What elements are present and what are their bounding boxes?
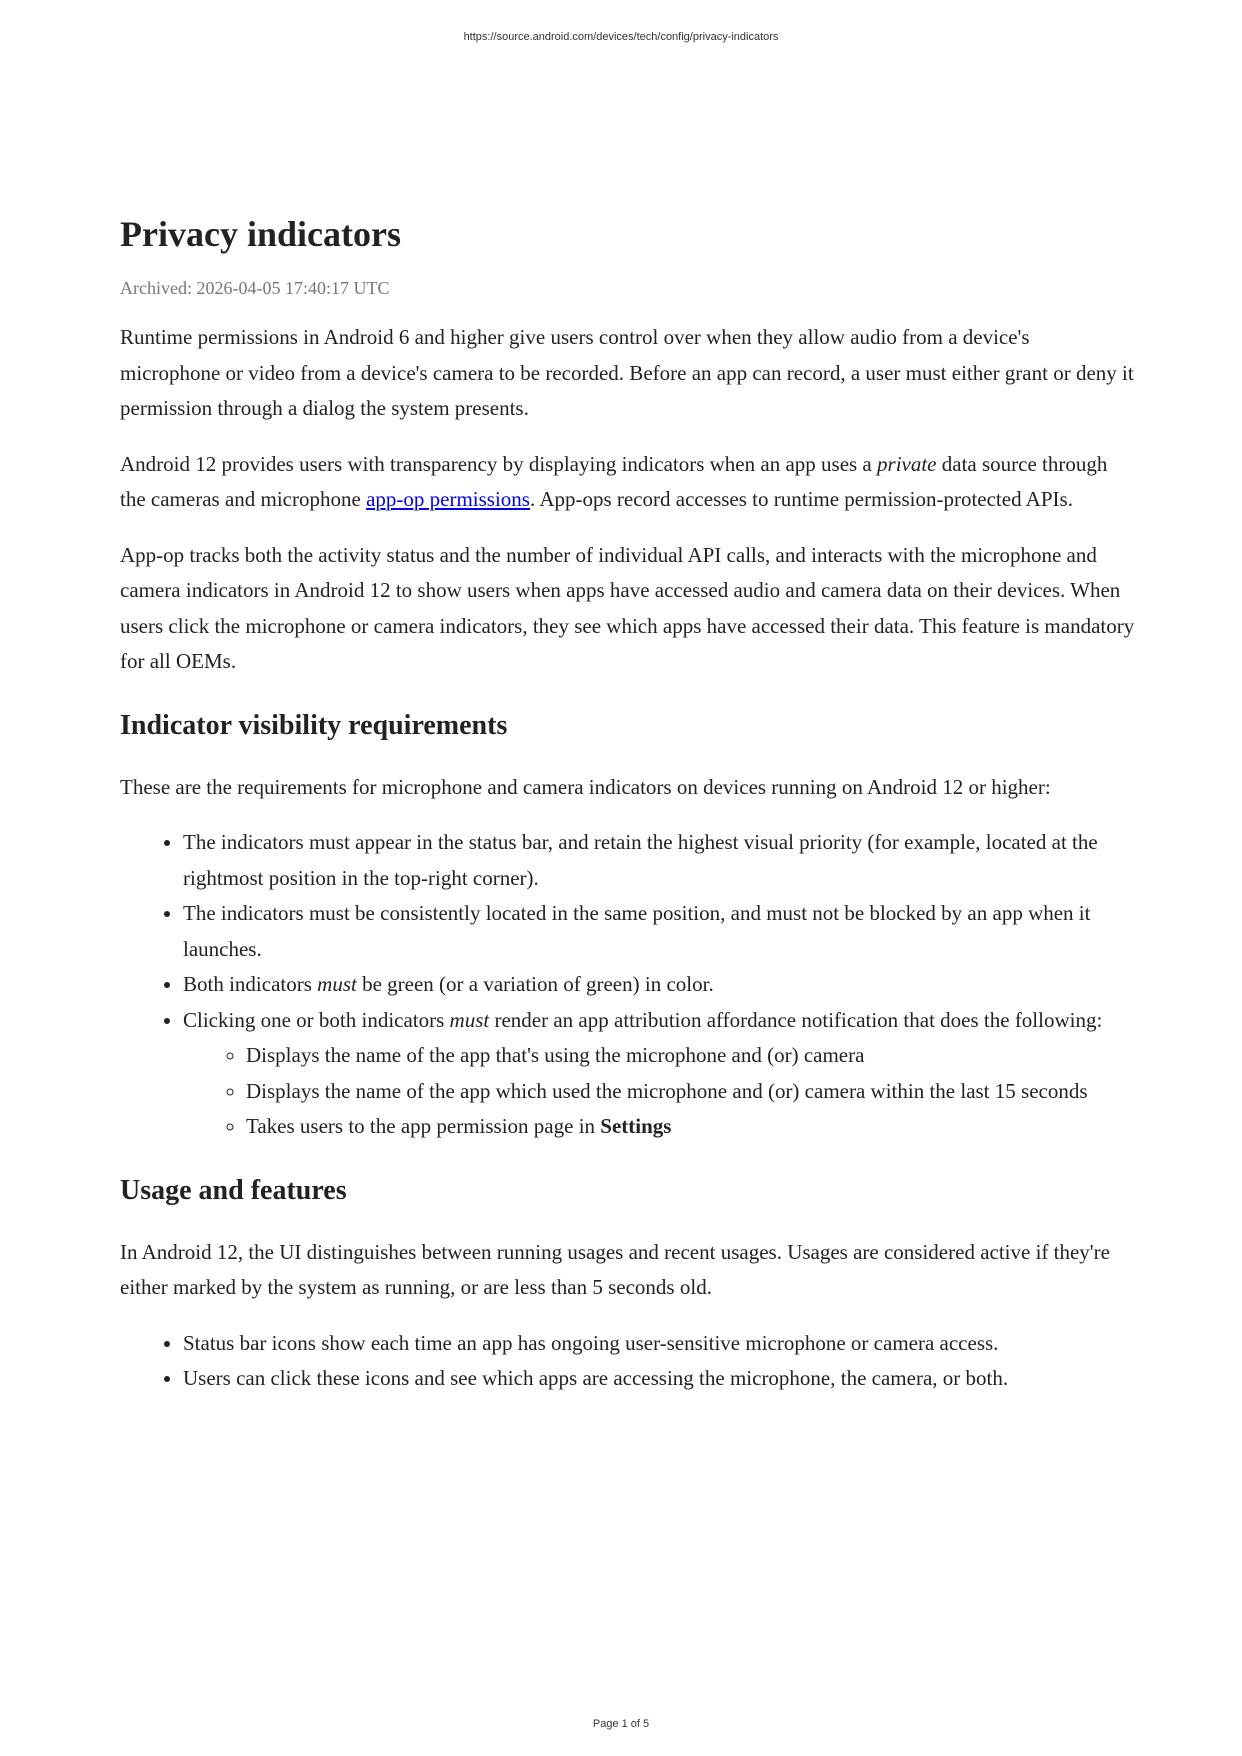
- text: be green (or a variation of green) in color.: [356, 972, 714, 996]
- sub-list-item: ◦ Displays the name of the app which used the microphone and (or) camera within the last 15 seconds: [246, 1074, 1135, 1110]
- paragraph-usage-intro: In Android 12, the UI distinguishes between running usages and recent usages. Usages are considered active if they're either marked by the system as running, or are less than 5 seconds old.: [120, 1239, 1110, 1299]
- list-item: • The indicators must appear in the status bar, and retain the highest visual priority (for example, located at the rightmost position in the top-right corner).: [183, 825, 1135, 896]
- page-title: Privacy indicators: [120, 214, 401, 254]
- text: Clicking one or both indicators: [183, 1007, 450, 1032]
- list-item: • The indicators must be consistently located in the same position, and must not be blocked by an app when it launches.: [183, 896, 1135, 967]
- requirements-list: [120, 825, 1135, 1145]
- emphasis: private: [877, 451, 937, 476]
- usage-list: [120, 1326, 1135, 1397]
- text: Takes users to the app permission page in: [246, 1114, 601, 1138]
- sub-list-item: [246, 1109, 1135, 1145]
- paragraph-requirements-intro: These are the requirements for microphone and camera indicators on devices running on Android 12 or higher:: [120, 774, 1051, 799]
- paragraph-android12: [120, 447, 1135, 518]
- heading-usage-features: Usage and features: [120, 1174, 347, 1206]
- list-item: [183, 1003, 1135, 1145]
- list-item: • Users can click these icons and see which apps are accessing the microphone, the camera, or both.: [183, 1361, 1135, 1397]
- app-op-permissions-link[interactable]: app-op permissions: [366, 487, 530, 511]
- text: data source through the cameras and microphone: [120, 451, 1108, 511]
- emphasis: must: [449, 1007, 490, 1032]
- page-url-header: https://source.android.com/devices/tech/config/privacy-indicators: [463, 31, 779, 43]
- heading-indicator-visibility: Indicator visibility requirements: [120, 709, 508, 741]
- list-item: [183, 967, 1135, 1003]
- sub-list: [183, 1038, 1135, 1145]
- text: . App-ops record accesses to runtime permission-protected APIs.: [529, 487, 1073, 511]
- settings-strong: Settings: [600, 1114, 672, 1138]
- archived-timestamp: Archived: 2026-04-05 17:40:17 UTC: [120, 278, 390, 298]
- sub-list-item: ◦ Displays the name of the app that's using the microphone and (or) camera: [246, 1038, 1135, 1074]
- emphasis: must: [317, 972, 357, 996]
- paragraph-app-op: App-op tracks both the activity status and the number of individual API calls, and interacts with the microphone and camera indicators in Android 12 to show users when apps have accessed audio and camera data on their devices. When users click the microphone or camera indicators, they see which apps have accessed their data. This feature is mandatory for all OEMs.: [120, 542, 1135, 673]
- text: Android 12 provides users with transparency by displaying indicators when an app uses a: [120, 451, 878, 476]
- text: render an app attribution affordance notification that does the following:: [489, 1007, 1103, 1032]
- article: [120, 212, 1135, 1417]
- list-item: • Status bar icons show each time an app has ongoing user-sensitive microphone or camera access.: [183, 1326, 1135, 1362]
- paragraph-intro: Runtime permissions in Android 6 and higher give users control over when they allow audio from a device's microphone or video from a device's camera to be recorded. Before an app can record, a user must either grant or deny it permission through a dialog the system presents.: [120, 325, 1134, 420]
- text: Both indicators: [183, 972, 318, 996]
- page-number: Page 1 of 5: [592, 1718, 650, 1730]
